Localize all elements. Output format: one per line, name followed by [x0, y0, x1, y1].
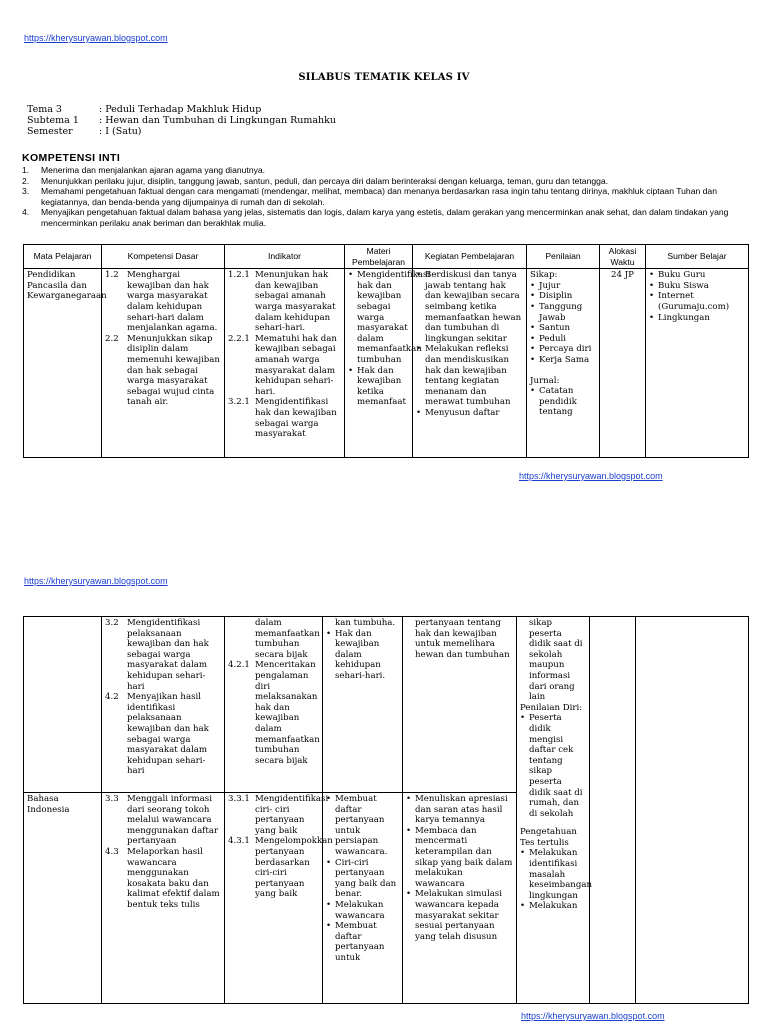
- materi-list: [326, 794, 399, 964]
- list-item: • Santun: [530, 323, 596, 334]
- pengetahuan-label: Pengetahuan: [520, 827, 577, 838]
- list-item: • Lingkungan: [649, 313, 745, 324]
- kegiatan-list: [416, 270, 523, 418]
- indikator-item: 4.3.1 Mengelompokkan pertanyaan berdasarkan ciri-ciri pertanyaan yang baik: [228, 836, 333, 900]
- jurnal-label: Jurnal:: [530, 375, 560, 386]
- ki-item: 4. Menyajikan pengetahuan faktual dalam bahasa yang jelas, sistematis dan logis, dalam karya yang estetis, dalam gerakan yang mencerminkan anak sehat, dan dalam tindakan yang mencerminkan perilaku anak beriman dan berakhlak mulia.: [22, 207, 729, 228]
- blog-link-top[interactable]: https://kherysuryawan.blogspot.com: [24, 33, 168, 43]
- indikator-item: 4.2.1 Menceritakan pengalaman diri melaksanakan hak dan kewajiban dalam memanfaatkan tumbuhan secara bijak: [228, 660, 320, 766]
- tema-label: Tema 3: [27, 104, 62, 115]
- list-item: • Melakukan: [520, 901, 586, 912]
- header-indikator: Indikator: [225, 245, 345, 269]
- mapel-cell: Bahasa Indonesia: [27, 794, 70, 815]
- subtema-label: Subtema 1: [27, 115, 79, 126]
- list-item: • Internet (Gurumaju.com): [649, 291, 745, 312]
- list-item: • Melakukan identifikasi masalah keseimbangan lingkungan: [520, 848, 586, 901]
- list-item: • Mengidentifikasi hak dan kewajiban sebagai warga masyarakat dalam memanfaatkan tumbuhan: [348, 270, 409, 365]
- list-item: • Membaca dan mencermati keterampilan dan sikap yang baik dalam melakukan wawancara: [406, 826, 513, 890]
- indikator-item: 3.2.1 Mengidentifikasi hak dan kewajiban sebagai warga masyarakat: [228, 397, 337, 440]
- table-row: [24, 617, 749, 793]
- penilaian-continuation: sikap peserta didik saat di sekolah maupun informasi dari orang lain: [529, 618, 583, 703]
- indikator-item: 2.2.1 Mematuhi hak dan kewajiban sebagai amanah warga masyarakat dalam kehidupan sehari-hari.: [228, 333, 337, 397]
- list-item: • Ciri-ciri pertanyaan yang baik dan benar.: [326, 858, 399, 900]
- silabus-table-page1: [23, 244, 749, 458]
- materi-list: [326, 629, 399, 682]
- list-item: • Catatan pendidik tentang: [530, 386, 596, 418]
- semester-value: : I (Satu): [99, 126, 142, 137]
- kompetensi-inti-list: [22, 165, 742, 229]
- list-item: • Membuat daftar pertanyaan untuk: [326, 921, 399, 963]
- header-materi: Materi Pembelajaran: [345, 245, 413, 269]
- header-alokasi-waktu: Alokasi Waktu: [600, 245, 646, 269]
- kd-item: 4.2 Menyajikan hasil identifikasi pelaksanaan kewajiban dan hak sebagai warga masyarakat dalam kehidupan sehari-hari: [105, 692, 209, 777]
- list-item: • Hak dan kewajiban ketika memanfaat: [348, 366, 409, 408]
- tes-tertulis-label: Tes tertulis: [520, 837, 569, 848]
- tes-list: [520, 848, 593, 912]
- tema-value: : Peduli Terhadap Makhluk Hidup: [99, 104, 262, 115]
- list-item: • Melakukan refleksi dan mendiskusikan hak dan kewajiban tentang kegiatan menanam dan merawat tumbuhan: [416, 344, 523, 408]
- list-item: • Peserta didik mengisi daftar cek tentang sikap peserta didik saat di rumah, dan di sekolah: [520, 713, 586, 819]
- materi-list: [348, 270, 431, 408]
- list-item: • Menuliskan apresiasi dan saran atas hasil karya temannya: [406, 794, 513, 826]
- indikator-item: 3.3.1 Mengidentifikasi ciri- ciri pertanyaan yang baik: [228, 794, 329, 836]
- header-mata-pelajaran: Mata Pelajaran: [24, 245, 102, 269]
- list-item: • Disiplin: [530, 291, 596, 302]
- semester-label: Semester: [27, 126, 73, 137]
- ki-item: 1. Menerima dan menjalankan ajaran agama yang dianutnya.: [22, 165, 266, 175]
- list-item: • Peduli: [530, 334, 596, 345]
- kd-item: 4.3 Melaporkan hasil wawancara menggunakan kosakata baku dan kalimat efektif dalam bentuk teks tulis: [105, 846, 220, 910]
- subtema-value: : Hewan dan Tumbuhan di Lingkungan Rumahku: [99, 115, 337, 126]
- kd-item: 1.2 Menghargai kewajiban dan hak warga masyarakat dalam kehidupan sehari-hari dalam menjalankan agama.: [105, 270, 218, 334]
- silabus-table-page2: [23, 616, 749, 1004]
- list-item: • Percaya diri: [530, 344, 596, 355]
- kd-item: 2.2 Menunjukkan sikap disiplin dalam memenuhi kewajiban dan hak sebagai warga masyarakat sebagai wujud cinta tanah air.: [105, 333, 220, 408]
- kd-item: 3.2 Mengidentifikasi pelaksanaan kewajiban dan hak sebagai warga masyarakat dalam kehidupan sehari-hari: [105, 618, 209, 692]
- kegiatan-list: [406, 794, 513, 942]
- penilaian-diri-label: Penilaian Diri:: [520, 702, 583, 713]
- blog-link-top-page2[interactable]: https://kherysuryawan.blogspot.com: [24, 576, 168, 586]
- blog-link-bottom[interactable]: https://kherysuryawan.blogspot.com: [519, 471, 663, 481]
- list-item: • Membuat daftar pertanyaan untuk persiapan wawancara.: [326, 794, 399, 858]
- list-item: • Buku Siswa: [649, 281, 745, 292]
- ki-item: 2. Menunjukkan perilaku jujur, disiplin, tanggung jawab, santun, peduli, dan percaya diri dalam berinteraksi dengan keluarga, teman, guru dan tetangga.: [22, 175, 609, 186]
- materi-continuation: kan tumbuha.: [335, 618, 396, 628]
- header-kegiatan: Kegiatan Pembelajaran: [413, 245, 527, 269]
- list-item: • Tanggung Jawab: [530, 302, 596, 323]
- list-item: • Hak dan kewajiban dalam kehidupan sehari-hari.: [326, 629, 399, 682]
- sikap-list: [530, 281, 596, 366]
- jurnal-list: [530, 386, 596, 418]
- page-title: SILABUS TEMATIK KELAS IV: [298, 72, 470, 83]
- list-item: • Kerja Sama: [530, 355, 596, 366]
- penilaian-diri-list: [520, 713, 586, 819]
- table-row: [24, 269, 749, 458]
- list-item: • Melakukan wawancara: [326, 900, 399, 921]
- header-kompetensi-dasar: Kompetensi Dasar: [102, 245, 225, 269]
- indikator-continuation: dalam memanfaatkan tumbuhan secara bijak: [255, 618, 320, 660]
- list-item: • Buku Guru: [649, 270, 745, 281]
- theme-info: [27, 104, 336, 137]
- list-item: • Menyusun daftar: [416, 408, 523, 419]
- sikap-label: Sikap:: [530, 270, 558, 281]
- mapel-cell: Pendidikan Pancasila dan Kewarganegaraan: [27, 270, 107, 302]
- list-item: • Berdiskusi dan tanya jawab tentang hak dan kewajiban secara seimbang ketika memanfaatkan hewan dan tumbuhan di lingkungan sekitar: [416, 270, 523, 344]
- list-item: • Jujur: [530, 281, 596, 292]
- blog-link-bottom-page2[interactable]: https://kherysuryawan.blogspot.com: [521, 1011, 665, 1021]
- kegiatan-continuation: pertanyaan tentang hak dan kewajiban untuk memelihara hewan dan tumbuhan: [415, 618, 510, 660]
- list-item: • Melakukan simulasi wawancara kepada masyarakat sekitar sesuai pertanyaan yang telah disusun: [406, 889, 513, 942]
- indikator-item: 1.2.1 Menunjukan hak dan kewajiban sebagai amanah warga masyarakat dalam kehidupan sehari-hari.: [228, 270, 336, 334]
- sumber-list: [649, 270, 745, 323]
- header-sumber-belajar: Sumber Belajar: [646, 245, 749, 269]
- header-penilaian: Penilaian: [527, 245, 600, 269]
- ki-item: 3. Memahami pengetahuan faktual dengan cara mengamati (mendengar, melihat, membaca) dan menanya berdasarkan rasa ingin tahu tentang dirinya, makhluk ciptaan Tuhan dan kegiatannya, dan benda-benda yang dijumpainya di rumah dan di sekolah.: [22, 186, 717, 207]
- kd-item: 3.3 Menggali informasi dari seorang tokoh melalui wawancara menggunakan daftar pertanyaan: [105, 794, 219, 847]
- alokasi-value: 24 JP: [611, 270, 634, 281]
- kompetensi-inti-heading: KOMPETENSI INTI: [22, 152, 121, 164]
